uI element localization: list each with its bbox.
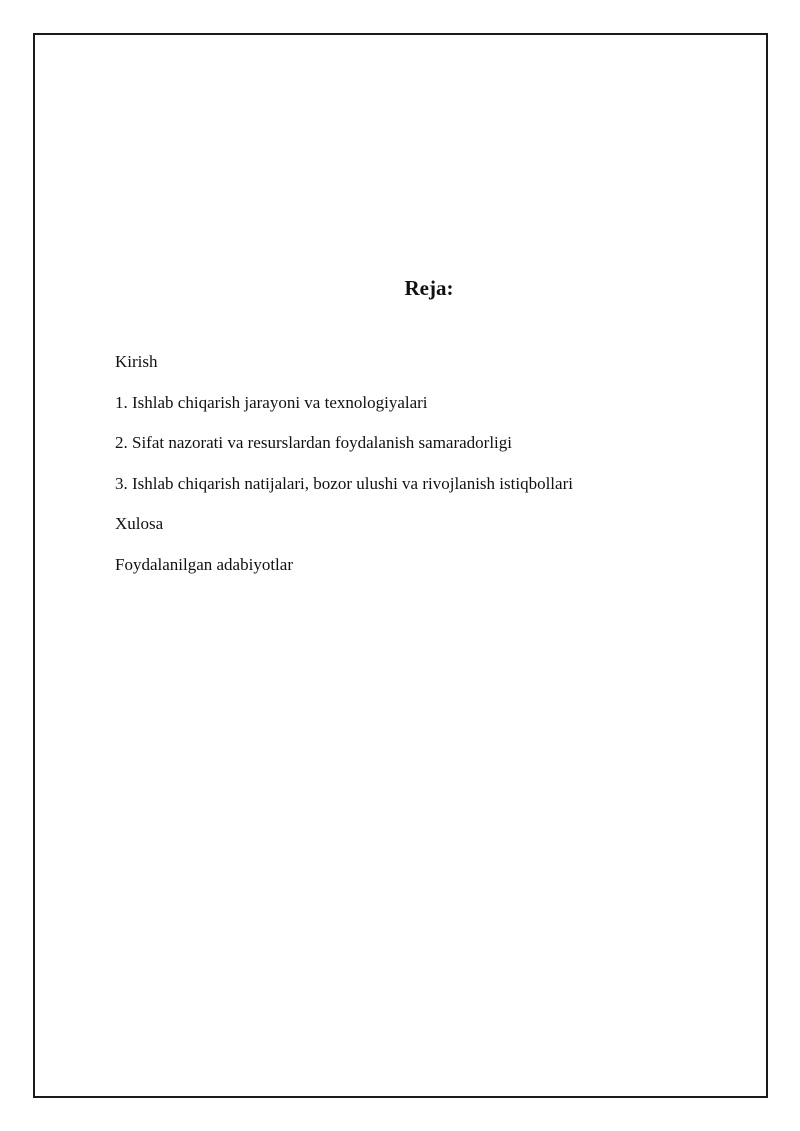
toc-item-references: Foydalanilgan adabiyotlar xyxy=(115,554,293,574)
toc-item-introduction: Kirish xyxy=(115,352,158,371)
toc-item-section-2: 2. Sifat nazorati va resurslardan foydalanish samaradorligi xyxy=(115,433,513,452)
page-title: Reja: xyxy=(404,276,454,300)
toc-item-section-1: 1. Ishlab chiqarish jarayoni va texnologiyalari xyxy=(115,392,428,412)
toc-item-conclusion: Xulosa xyxy=(115,514,164,533)
toc-item-section-3: 3. Ishlab chiqarish natijalari, bozor ulushi va rivojlanish istiqbollari xyxy=(115,473,573,493)
table-of-contents xyxy=(115,349,573,592)
